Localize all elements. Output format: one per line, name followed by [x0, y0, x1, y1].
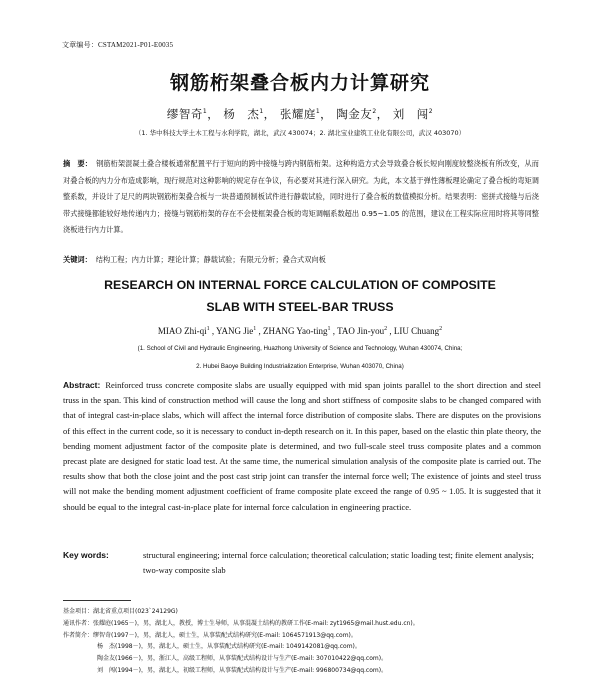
author-name: TAO Jin-you	[337, 326, 385, 336]
author-name: 陶金友	[336, 107, 373, 121]
footnote-funding: 基金项目：湖北省重点项目(023`24129G)	[63, 608, 178, 615]
author-affiliation-mark: 1	[315, 108, 321, 116]
author-name: YANG Jie	[216, 326, 254, 336]
author-affiliation-mark: 1	[327, 326, 331, 332]
author-affiliation-mark: 2	[439, 326, 443, 332]
chinese-keywords	[63, 255, 539, 265]
author-affiliation-mark: 1	[202, 108, 208, 116]
english-affiliation-1: (1. School of Civil and Hydraulic Engineering, Huazhong University of Science and Technology, Wuhan 430074, China;	[137, 345, 463, 352]
footnote-author-bio: 刘 闯(1994－)，男，湖北人，初级工程师，从事装配式结构设计与生产(E-mail: 996800734@qq.com)。	[97, 666, 388, 674]
english-keywords	[63, 548, 541, 578]
abstract-text: 钢筋桁架混凝土叠合楼板通常配置平行于短向的跨中接缝与跨内钢筋桁架。这种构造方式会导致叠合板长短向刚度较整浇板有所改变，从而对叠合板的内力分布造成影响，现行规范对这种影响的规定存在争议，有必要对其进行深入研究。为此，本文基于弹性薄板理论确定了叠合板的弯矩调整系数，并设计了足尺的两块钢筋桁架叠合板与一块普通预制板试件进行静载试验，同时进行了叠合板的数值模拟分析。结果表明：密拼式接缝与后浇带式接缝都能较好地传递内力；接缝与钢筋桁架的存在不会使框架叠合板的弯矩调幅系数超出 0.95~1.05 的范围，建议在工程实际应用时将其等同整浇板进行内力计算。	[63, 159, 539, 234]
english-title-line: SLAB WITH STEEL-BAR TRUSS	[206, 300, 394, 314]
footnote-divider	[63, 600, 131, 601]
author-affiliation-mark: 1	[253, 326, 257, 332]
keywords-label: Key words:	[63, 550, 109, 560]
footnotes	[63, 606, 541, 677]
chinese-title: 钢筋桁架叠合板内力计算研究	[169, 72, 430, 94]
chinese-affiliation: （1. 华中科技大学土木工程与水利学院，湖北，武汉 430074；2. 湖北宝业建筑工业化有限公司，武汉 403070）	[134, 129, 466, 137]
abstract-text: Reinforced truss concrete composite slabs are usually equipped with mid span joints parallel to the short direction and steel truss in the span. This kind of construction method will cause the long and short stiffness of composite slabs to be changed compared with that of integral cast-in-place slabs, which will affect the internal force distribution of composite slabs. There are disputes on the provisions of this effect in the current code, so it is necessary to conduct in-depth research on it. In this paper, based on the elastic thin plate theory, the bending moment adjustment factor of the composite plate is determined, and two full-scale steel truss composite plates and a common precast plate are designed for static load test. At the same time, the numerical simulation analysis of the composite plate is carried out. The results show that both the close joint and the post cast strip joint can transfer the internal force well; The existence of joints and steel truss will not make the bending moment adjustment coefficient of frame composite plate exceed the range of 0.95 ~ 1.05. It is suggested that it should be equal to the integral cast-in-place plate for internal force calculation in engineering practice.	[63, 380, 541, 512]
footnote-author-bio: 陶金友(1966－)，男，浙江人，高级工程师，从事装配式结构设计与生产(E-mail: 307010422@qq.com)。	[97, 655, 388, 663]
footnote-corresponding-author: 通讯作者：张耀庭(1965－)，男，湖北人，教授，博士生导师，从事混凝土结构的教研工作(E-mail: zyt1965@mail.hust.edu.cn)。	[63, 619, 419, 627]
abstract-label: 摘 要：	[63, 159, 93, 168]
keywords-text: structural engineering; internal force calculation; theoretical calculation; static loading test; finite element analysis; two-way composite slab	[143, 550, 534, 575]
author-affiliation-mark: 1	[259, 108, 264, 116]
author-affiliation-mark: 1	[206, 326, 210, 332]
author-name: LIU Chuang	[393, 326, 440, 336]
author-affiliation-mark: 2	[384, 326, 388, 332]
english-title-line: RESEARCH ON INTERNAL FORCE CALCULATION OF COMPOSITE	[104, 278, 496, 292]
abstract-label: Abstract:	[63, 380, 101, 390]
footnote-author-bio: 杨 杰(1998－)，男，湖北人，硕士生，从事装配式结构研究(E-mail: 1049142081@qq.com)。	[97, 643, 361, 651]
author-affiliation-mark: 2	[428, 108, 434, 116]
author-name: 张耀庭	[279, 107, 316, 121]
keywords-label: 关键词：	[63, 255, 92, 264]
author-name: 杨 杰	[223, 107, 260, 121]
author-name: 缪智奇	[166, 107, 203, 121]
english-title	[0, 274, 600, 318]
author-affiliation-mark: 2	[372, 108, 377, 116]
english-author-list: MIAO Zhi-$qi^1$ , YANG Jie$^1$ , ZHANG Yao-ting$^1$ , TAO Jin-you$^2$ , LIU Chuang$^2$	[157, 326, 443, 336]
chinese-abstract	[63, 156, 539, 239]
author-name: MIAO Zhi-qi	[157, 326, 207, 336]
author-name: ZHANG Yao-ting	[263, 326, 328, 336]
english-affiliation-2: 2. Hubei Baoye Building Industrialization Enterprise, Wuhan 403070, China)	[196, 363, 404, 370]
author-name: 刘 闯	[392, 107, 429, 121]
keywords-text: 结构工程；内力计算；理论计算；静载试验；有限元分析；叠合式双向板	[95, 255, 326, 264]
footnote-author-bio: 作者简介：缪智奇(1997－)，男，湖北人，硕士生，从事装配式结构研究(E-mail: 1064571913@qq.com)。	[63, 631, 357, 639]
chinese-author-list: 缪智奇$^1$， 杨 杰$^1$， 张耀庭$^1$， 陶金友$^2$， 刘 闯$^2$	[166, 107, 434, 121]
english-abstract	[63, 378, 541, 515]
article-id: 文章编号：CSTAM2021-P01-E0035	[62, 41, 174, 49]
